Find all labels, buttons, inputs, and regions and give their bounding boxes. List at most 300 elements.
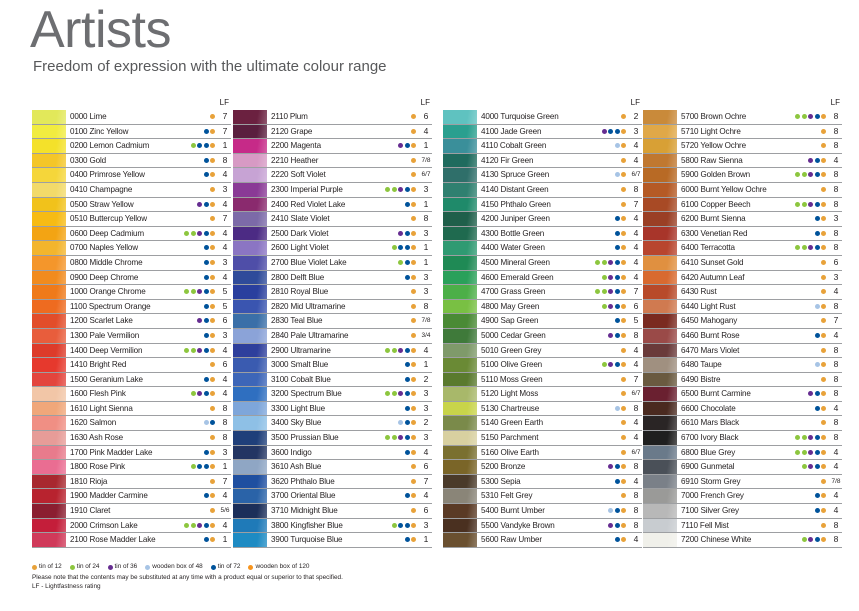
tin-dots — [204, 245, 216, 251]
pencil-row — [443, 256, 642, 271]
tin-dots — [595, 260, 626, 266]
pencil-row — [443, 329, 642, 344]
tin-dot — [621, 275, 626, 280]
colour-name: 2120 Grape — [271, 126, 313, 136]
tin-dot — [815, 304, 820, 309]
lightfastness-rating: 1 — [423, 198, 429, 209]
tin-dot — [210, 129, 215, 134]
lightfastness-rating: 6/7 — [421, 171, 431, 179]
tin-dot — [197, 202, 202, 207]
tin-dots — [615, 172, 627, 178]
tin-dot — [385, 348, 390, 353]
colour-name: 3400 Sky Blue — [271, 418, 322, 428]
pencil-row — [643, 344, 842, 359]
colour-name: 1900 Madder Carmine — [70, 491, 148, 501]
tin-dots — [808, 158, 826, 164]
colour-swatch — [643, 431, 677, 445]
pencil-row — [32, 431, 231, 446]
colour-name: 3200 Spectrum Blue — [271, 389, 342, 399]
pencil-row — [233, 241, 432, 256]
pencil-row — [643, 446, 842, 461]
colour-swatch — [32, 431, 66, 445]
tin-dots — [210, 508, 215, 514]
tin-dot — [815, 231, 820, 236]
colour-swatch — [32, 446, 66, 460]
lightfastness-rating: 7 — [633, 286, 639, 297]
colour-swatch — [443, 402, 477, 416]
colour-swatch — [32, 183, 66, 197]
tin-dot — [608, 260, 613, 265]
colour-swatch — [643, 387, 677, 401]
pencil-row — [443, 416, 642, 431]
tin-dots — [405, 202, 417, 208]
lightfastness-rating: 2 — [423, 417, 429, 428]
colour-name: 6700 Ivory Black — [681, 433, 739, 443]
tin-dot — [795, 450, 800, 455]
pencil-row — [32, 416, 231, 431]
tin-dots — [411, 464, 416, 470]
lightfastness-rating: 8 — [633, 402, 639, 413]
lightfastness-rating: 7 — [222, 213, 228, 224]
tin-dot — [821, 362, 826, 367]
colour-swatch — [233, 504, 267, 518]
tin-dot — [621, 187, 626, 192]
colour-swatch — [643, 446, 677, 460]
tin-dot — [405, 537, 410, 542]
tin-dots — [210, 187, 215, 193]
tin-dot — [615, 318, 620, 323]
colour-name: 1500 Geranium Lake — [70, 374, 143, 384]
lightfastness-rating: 4 — [833, 490, 839, 501]
tin-dot — [815, 245, 820, 250]
tin-dot — [405, 391, 410, 396]
colour-swatch — [443, 227, 477, 241]
lightfastness-rating: 3 — [222, 329, 228, 340]
lightfastness-rating: 8 — [222, 432, 228, 443]
pencil-row — [233, 300, 432, 315]
tin-dot — [204, 143, 209, 148]
pencil-row — [32, 489, 231, 504]
lightfastness-rating: 4 — [633, 140, 639, 151]
pencil-row — [443, 271, 642, 286]
tin-dot — [621, 493, 626, 498]
tin-dot — [411, 362, 416, 367]
tin-dot — [411, 245, 416, 250]
tin-dot — [210, 523, 215, 528]
colour-name: 2820 Mid Ultramarine — [271, 301, 346, 311]
tin-dot — [204, 537, 209, 542]
colour-name: 3800 Kingfisher Blue — [271, 520, 343, 530]
tin-dot — [210, 245, 215, 250]
tin-dot — [608, 289, 613, 294]
tin-dot — [608, 275, 613, 280]
colour-name: 2700 Blue Violet Lake — [271, 257, 347, 267]
lightfastness-rating: 4 — [633, 271, 639, 282]
lightfastness-rating: 6 — [833, 256, 839, 267]
tin-dot — [392, 245, 397, 250]
lightfastness-rating: 5 — [222, 300, 228, 311]
colour-name: 0400 Primrose Yellow — [70, 170, 145, 180]
tin-dots — [204, 260, 216, 266]
tin-dot — [602, 304, 607, 309]
colour-name: 7200 Chinese White — [681, 535, 752, 545]
tin-dot — [210, 202, 215, 207]
tin-dot — [615, 304, 620, 309]
tin-dots — [411, 333, 416, 339]
tin-dots — [615, 479, 627, 485]
colour-name: 2800 Delft Blue — [271, 272, 325, 282]
lightfastness-rating: 4 — [833, 329, 839, 340]
pencil-row — [233, 373, 432, 388]
tin-dot — [621, 391, 626, 396]
pencil-row — [443, 431, 642, 446]
colour-name: 6470 Mars Violet — [681, 345, 740, 355]
pencil-row — [443, 212, 642, 227]
tin-dot — [808, 202, 813, 207]
tin-dots — [615, 406, 627, 412]
tin-dot — [821, 245, 826, 250]
colour-name: 2220 Soft Violet — [271, 170, 326, 180]
tin-dot — [210, 377, 215, 382]
tin-dot — [184, 231, 189, 236]
colour-name: 2830 Teal Blue — [271, 316, 323, 326]
lightfastness-rating: 6 — [423, 461, 429, 472]
tin-dots — [411, 479, 416, 485]
tin-dot — [621, 260, 626, 265]
page-subtitle: Freedom of expression with the ultimate colour range — [33, 58, 387, 75]
tin-dots — [184, 231, 215, 237]
lightfastness-rating: 4 — [222, 169, 228, 180]
tin-dots — [821, 318, 826, 324]
colour-swatch — [32, 489, 66, 503]
colour-swatch — [32, 402, 66, 416]
tin-dot — [385, 187, 390, 192]
colour-swatch — [233, 475, 267, 489]
pencil-row — [643, 139, 842, 154]
tin-dots — [795, 435, 826, 441]
tin-dot — [602, 289, 607, 294]
lightfastness-rating: 7 — [222, 125, 228, 136]
tin-dot — [411, 464, 416, 469]
tin-dot — [204, 289, 209, 294]
lightfastness-rating: 1 — [222, 461, 228, 472]
tin-dots — [821, 479, 826, 485]
tin-dot — [411, 450, 416, 455]
tin-dots — [621, 420, 626, 426]
lightfastness-rating: 8 — [423, 300, 429, 311]
colour-swatch — [643, 416, 677, 430]
colour-swatch — [443, 241, 477, 255]
pencil-row — [32, 183, 231, 198]
colour-swatch — [443, 329, 477, 343]
tin-dot — [204, 464, 209, 469]
colour-name: 7110 Fell Mist — [681, 520, 729, 530]
colour-swatch — [233, 314, 267, 328]
tin-dot — [808, 114, 813, 119]
colour-swatch — [32, 139, 66, 153]
pencil-row — [443, 300, 642, 315]
pencil-row — [233, 329, 432, 344]
tin-dots — [398, 143, 416, 149]
tin-dots — [398, 260, 416, 266]
tin-legend — [32, 562, 309, 572]
colour-name: 5110 Moss Green — [481, 374, 543, 384]
tin-dot — [191, 523, 196, 528]
tin-dot — [392, 391, 397, 396]
tin-dot — [184, 289, 189, 294]
colour-name: 6450 Mahogany — [681, 316, 738, 326]
tin-dots — [608, 508, 626, 514]
tin-dots — [795, 172, 826, 178]
tin-dot — [821, 289, 826, 294]
colour-name: 5700 Brown Ochre — [681, 112, 747, 121]
tin-dot — [621, 362, 626, 367]
colour-swatch — [233, 387, 267, 401]
pencil-row — [643, 300, 842, 315]
legend-item — [108, 562, 138, 572]
colour-swatch — [233, 241, 267, 255]
tin-dot — [821, 187, 826, 192]
tin-dots — [392, 245, 417, 251]
lightfastness-rating: 3 — [222, 256, 228, 267]
tin-dot — [621, 143, 626, 148]
colour-name: 6200 Burnt Sienna — [681, 214, 746, 224]
tin-dot — [191, 289, 196, 294]
tin-dot — [411, 275, 416, 280]
tin-dot — [815, 202, 820, 207]
lightfastness-rating: 8 — [833, 519, 839, 530]
tin-dot — [802, 450, 807, 455]
lightfastness-rating: 2 — [423, 373, 429, 384]
tin-dots — [815, 362, 827, 368]
colour-swatch — [643, 460, 677, 474]
tin-dot — [795, 435, 800, 440]
tin-dot — [405, 143, 410, 148]
colour-name: 2400 Red Violet Lake — [271, 199, 346, 209]
tin-dot — [821, 114, 826, 119]
colour-name: 4800 May Green — [481, 301, 540, 311]
colour-name: 6420 Autumn Leaf — [681, 272, 745, 282]
lf-header: LF — [219, 98, 229, 107]
tin-dots — [821, 129, 826, 135]
tin-dots — [210, 114, 215, 120]
colour-swatch — [443, 504, 477, 518]
tin-dot — [615, 406, 620, 411]
tin-dot — [197, 143, 202, 148]
colour-name: 2840 Pale Ultramarine — [271, 330, 349, 340]
lightfastness-rating: 4 — [633, 154, 639, 165]
colour-name: 5720 Yellow Ochre — [681, 141, 746, 151]
lf-header: LF — [420, 98, 430, 107]
colour-name: 1620 Salmon — [70, 418, 117, 428]
colour-swatch — [32, 373, 66, 387]
tin-dot — [210, 435, 215, 440]
lightfastness-rating: 4 — [633, 227, 639, 238]
tin-dots — [411, 114, 416, 120]
colour-swatch — [643, 241, 677, 255]
lightfastness-rating: 8 — [833, 169, 839, 180]
pencil-row — [643, 241, 842, 256]
lightfastness-rating: 4 — [423, 344, 429, 355]
tin-dot — [608, 362, 613, 367]
tin-dot — [392, 187, 397, 192]
tin-dot — [411, 158, 416, 163]
lightfastness-rating: 4 — [633, 256, 639, 267]
tin-dots — [615, 143, 627, 149]
tin-dot — [398, 435, 403, 440]
pencil-row — [32, 271, 231, 286]
pencil-row — [443, 241, 642, 256]
tin-dot — [392, 523, 397, 528]
tin-dot — [405, 377, 410, 382]
tin-dot — [411, 114, 416, 119]
colour-swatch — [32, 285, 66, 299]
colour-swatch — [443, 446, 477, 460]
tin-dot — [802, 114, 807, 119]
lightfastness-rating: 1 — [423, 256, 429, 267]
colour-name: 1630 Ash Rose — [70, 433, 123, 443]
legend-item — [145, 562, 202, 572]
pencil-row — [643, 285, 842, 300]
lightfastness-rating: 4 — [833, 505, 839, 516]
tin-dot — [621, 406, 626, 411]
colour-name: 0600 Deep Cadmium — [70, 228, 144, 238]
lightfastness-rating: 7 — [833, 315, 839, 326]
colour-swatch — [443, 460, 477, 474]
pencil-row — [443, 446, 642, 461]
colour-swatch — [32, 256, 66, 270]
colour-name: 6900 Gunmetal — [681, 462, 735, 472]
colour-name: 4100 Jade Green — [481, 126, 542, 136]
pencil-row — [233, 416, 432, 431]
tin-dots — [802, 464, 827, 470]
tin-dot — [621, 245, 626, 250]
tin-dot — [197, 231, 202, 236]
lightfastness-rating: 2 — [633, 111, 639, 121]
lightfastness-rating: 8 — [833, 417, 839, 428]
colour-name: 6800 Blue Grey — [681, 447, 736, 457]
tin-dots — [411, 216, 416, 222]
tin-dot — [398, 245, 403, 250]
pencil-row — [32, 314, 231, 329]
tin-dot — [411, 304, 416, 309]
colour-swatch — [643, 344, 677, 358]
pencil-row — [32, 387, 231, 402]
lightfastness-rating: 7 — [633, 198, 639, 209]
lightfastness-rating: 5 — [222, 286, 228, 297]
tin-dots — [815, 231, 827, 237]
tin-dot — [602, 275, 607, 280]
colour-name: 5600 Raw Umber — [481, 535, 542, 545]
tin-dot — [398, 523, 403, 528]
tin-dots — [821, 260, 826, 266]
pencil-row — [233, 256, 432, 271]
tin-dots — [197, 202, 215, 208]
tin-dot — [392, 348, 397, 353]
colour-name: 5300 Sepia — [481, 476, 521, 486]
tin-dot — [398, 260, 403, 265]
lightfastness-rating: 1 — [423, 242, 429, 253]
colour-name: 4300 Bottle Green — [481, 228, 545, 238]
colour-swatch — [32, 241, 66, 255]
colour-swatch — [233, 154, 267, 168]
tin-dot — [405, 406, 410, 411]
tin-dot — [621, 435, 626, 440]
tin-dot — [405, 260, 410, 265]
lightfastness-rating: 4 — [833, 461, 839, 472]
tin-dot — [621, 318, 626, 323]
tin-dot — [821, 304, 826, 309]
tin-dot — [411, 420, 416, 425]
tin-dots — [602, 275, 627, 281]
pencil-row — [233, 314, 432, 329]
lightfastness-rating: 5 — [633, 315, 639, 326]
tin-dot — [385, 391, 390, 396]
tin-dots — [398, 420, 416, 426]
tin-dot — [210, 304, 215, 309]
colour-name: 1200 Scarlet Lake — [70, 316, 133, 326]
pencil-row — [233, 271, 432, 286]
tin-dot — [621, 464, 626, 469]
tin-dot — [621, 348, 626, 353]
tin-dot — [210, 289, 215, 294]
colour-swatch — [32, 533, 66, 547]
colour-swatch — [32, 271, 66, 285]
legend-label: tin of 36 — [114, 563, 138, 570]
tin-dots — [615, 216, 627, 222]
tin-dots — [795, 450, 826, 456]
colour-swatch — [233, 212, 267, 226]
tin-dots — [197, 318, 215, 324]
lightfastness-rating: 4 — [423, 446, 429, 457]
tin-dot — [621, 479, 626, 484]
colour-swatch — [643, 519, 677, 533]
tin-dots — [602, 304, 627, 310]
tin-dot — [821, 420, 826, 425]
tin-dot — [411, 289, 416, 294]
pencil-row — [443, 402, 642, 417]
colour-swatch — [32, 300, 66, 314]
colour-swatch — [443, 110, 477, 124]
tin-dots — [405, 450, 417, 456]
colour-name: 5400 Burnt Umber — [481, 506, 545, 516]
tin-dot — [815, 114, 820, 119]
lightfastness-rating: 8 — [633, 490, 639, 501]
tin-dots — [821, 289, 826, 295]
colour-swatch — [233, 358, 267, 372]
tin-dot — [821, 333, 826, 338]
pencil-row — [32, 139, 231, 154]
tin-dots — [821, 523, 826, 529]
colour-swatch — [643, 183, 677, 197]
pencil-row — [32, 475, 231, 490]
pencil-row — [643, 198, 842, 213]
tin-dots — [385, 187, 416, 193]
lightfastness-rating: 7 — [423, 475, 429, 486]
tin-dots — [621, 435, 626, 441]
tin-dot — [398, 231, 403, 236]
lightfastness-rating: 6 — [633, 300, 639, 311]
tin-dot — [210, 187, 215, 192]
tin-dot — [204, 318, 209, 323]
tin-dot — [204, 333, 209, 338]
legend-dot — [108, 565, 113, 570]
colour-swatch — [233, 227, 267, 241]
tin-dots — [210, 362, 215, 368]
tin-dots — [411, 289, 416, 295]
tin-dot — [621, 537, 626, 542]
lightfastness-rating: 8 — [423, 213, 429, 224]
